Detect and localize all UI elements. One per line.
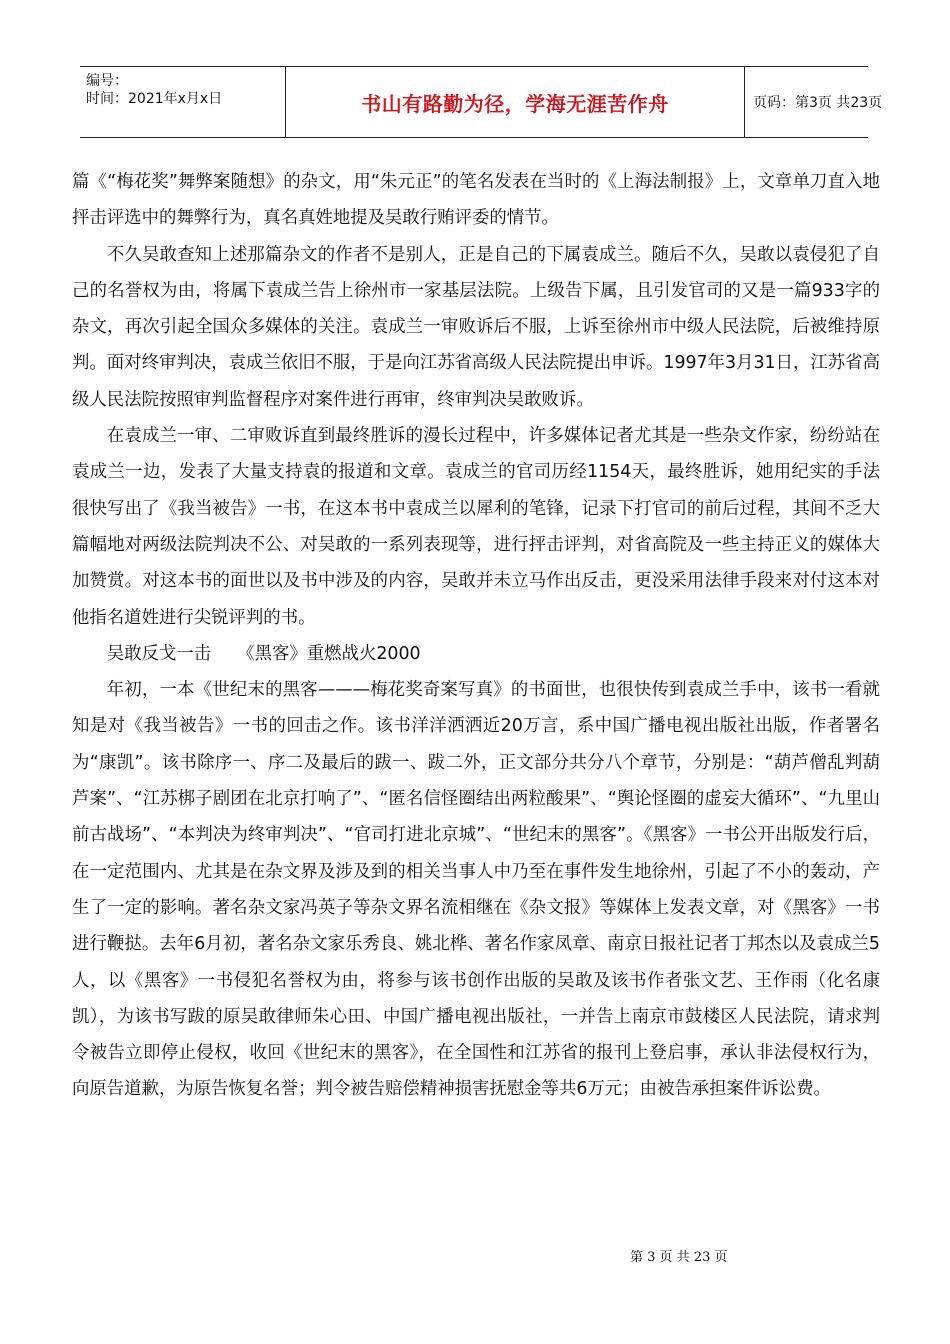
header-info xyxy=(86,67,282,142)
document-date-label: 时间：2021年x月x日 xyxy=(86,91,223,107)
document-body xyxy=(72,164,880,1108)
footer-page-number: 第 3 页 共 23 页 xyxy=(630,1250,728,1265)
document-number-label: 编号： xyxy=(86,73,128,89)
paragraph: 不久吴敢查知上述那篇杂文的作者不是别人，正是自己的下属袁成兰。随后不久，吴敢以袁侵犯了自己的名誉权为由，将属下袁成兰告上徐州市一家基层法院。上级告下属，且引发官司的又是一篇933字的杂文，再次引起全国众多媒体的关注。袁成兰一审败诉后不服，上诉至徐州市中级人民法院，后被维持原判。面对终审判决，袁成兰依旧不服，于是向江苏省高级人民法院提出申诉。1997年3月31日，江苏省高级人民法院按照审判监督程序对案件进行再审，终审判决吴敢败诉。 xyxy=(72,244,880,410)
paragraph: 年初，一本《世纪末的黑客———梅花奖奇案写真》的书面世，也很快传到袁成兰手中，该书一看就知是对《我当被告》一书的回击之作。该书洋洋洒洒近20万言，系中国广播电视出版社出版，作者署名为“康凯”。该书除序一、序二及最后的跋一、跋二外，正文部分共分八个章节，分别是：“葫芦僧乱判葫芦案”、“江苏梆子剧团在北京打响了”、“匿名信怪圈结出两粒酸果”、“舆论怪圈的虚妄大循环”、“九里山前古战场”、“本判决为终审判决”、“官司打进北京城”、“世纪末的黑客”。《黑客》一书公开出版发行后，在一定范围内、尤其是在杂文界及涉及到的相关当事人中乃至在事件发生地徐州，引起了不小的轰动，产生了一定的影响。著名杂文家冯英子等杂文界名流相继在《杂文报》等媒体上发表文章，对《黑客》一书进行鞭挞。去年6月初，著名杂文家乐秀良、姚北桦、著名作家凤章、南京日报社记者丁邦杰以及袁成兰5人，以《黑客》一书侵犯名誉权为由，将参与该书创作出版的吴敢及该书作者张文艺、王作雨（化名康凯），为该书写跋的原吴敢律师朱心田、中国广播电视出版社，一并告上南京市鼓楼区人民法院，请求判令被告立即停止侵权，收回《世纪末的黑客》，在全国性和江苏省的报刊上登启事，承认非法侵权行为，向原告道歉，为原告恢复名誉；判令被告赔偿精神损害抚慰金等共6万元；由被告承担案件诉讼费。 xyxy=(72,680,880,1100)
header-page-label: 页码：第3页 共23页 xyxy=(753,95,883,111)
paragraph-continued: 篇《“梅花奖”舞弊案随想》的杂文，用“朱元正”的笔名发表在当时的《上海法制报》上，文章单刀直入地抨击评选中的舞弊行为，真名真姓地提及吴敢行贿评委的情节。 xyxy=(72,172,880,229)
header-motto: 书山有路勤为径，学海无涯苦作舟 xyxy=(285,67,745,137)
page-header xyxy=(80,66,883,138)
section-heading: 吴敢反戈一击 《黑客》重燃战火2000 xyxy=(106,643,421,664)
paragraph: 在袁成兰一审、二审败诉直到最终胜诉的漫长过程中，许多媒体记者尤其是一些杂文作家，纷纷站在袁成兰一边，发表了大量支持袁的报道和文章。袁成兰的官司历经1154天，最终胜诉，她用纪实的手法很快写出了《我当被告》一书，在这本书中袁成兰以犀利的笔锋，记录下打官司的前后过程，其间不乏大篇幅地对两级法院判决不公、对吴敢的一系列表现等，进行抨击评判，对省高院及一些主持正义的媒体大加赞赏。对这本书的面世以及书中涉及的内容，吴敢并未立马作出反击，更没采用法律手段来对付这本对他指名道姓进行尖锐评判的书。 xyxy=(72,426,880,628)
